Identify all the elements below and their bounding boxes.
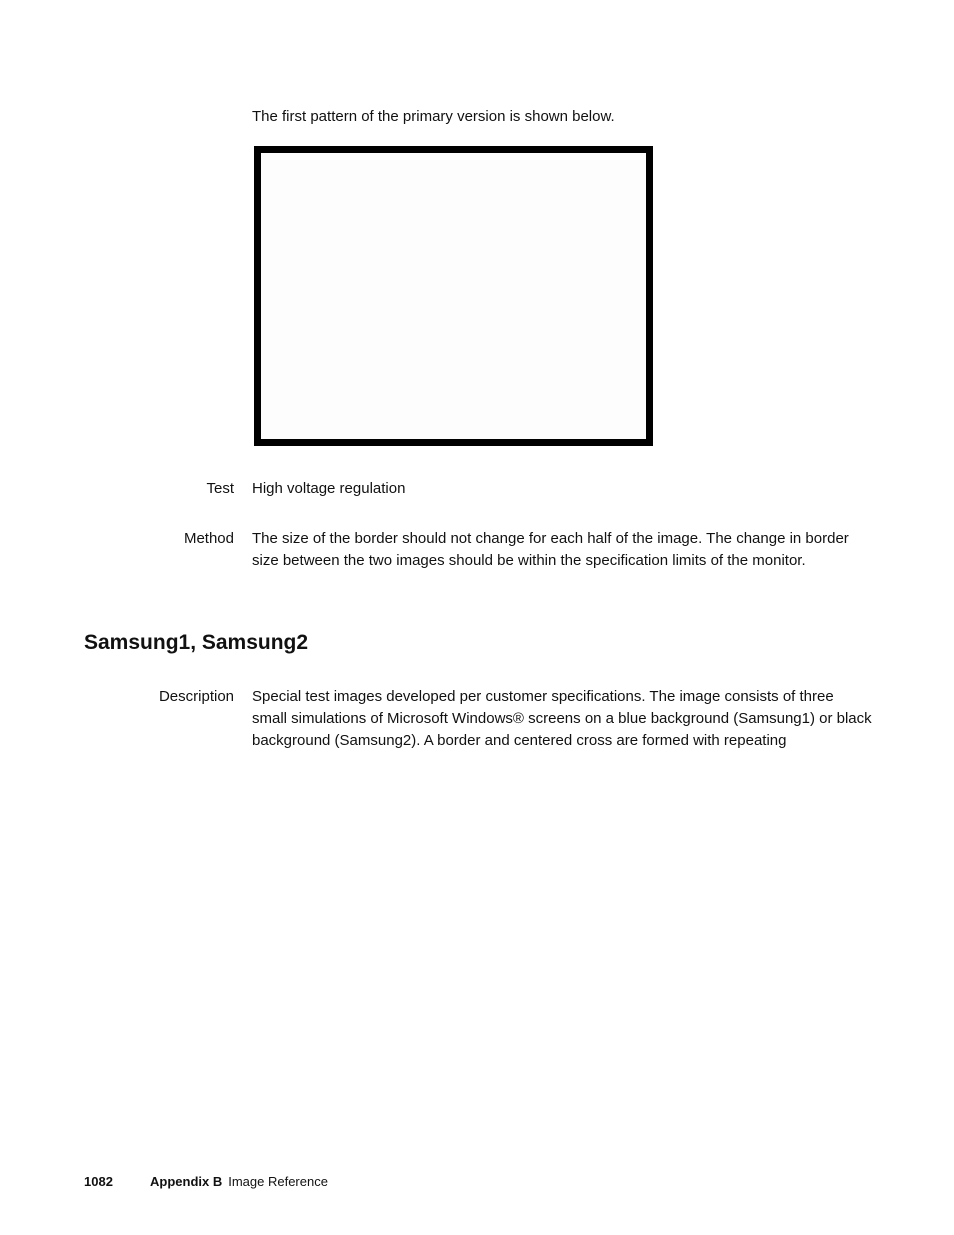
test-value: High voltage regulation (252, 480, 406, 497)
intro-paragraph: The first pattern of the primary version is shown below. (252, 108, 615, 125)
test-label: Test (206, 480, 234, 497)
method-value: The size of the border should not change for each half of the image. The change in border size between the two images should be within the specification limits of the monitor. (252, 530, 849, 569)
section-heading: Samsung1, Samsung2 (84, 631, 309, 654)
method-label: Method (183, 530, 234, 547)
page-footer (84, 1173, 328, 1191)
footer-title: Image Reference (228, 1174, 328, 1189)
footer-appendix: Appendix B (150, 1174, 223, 1189)
description-label: Description (158, 688, 234, 705)
border-pattern-figure (254, 146, 653, 446)
page-number: 1082 (84, 1174, 113, 1189)
description-value: Special test images developed per customer specifications. The image consists of three small simulations of Microsoft Windows® screens on a blue background (Samsung1) or black background (Samsung2). A border and centered cross are formed with repeating (252, 688, 872, 749)
